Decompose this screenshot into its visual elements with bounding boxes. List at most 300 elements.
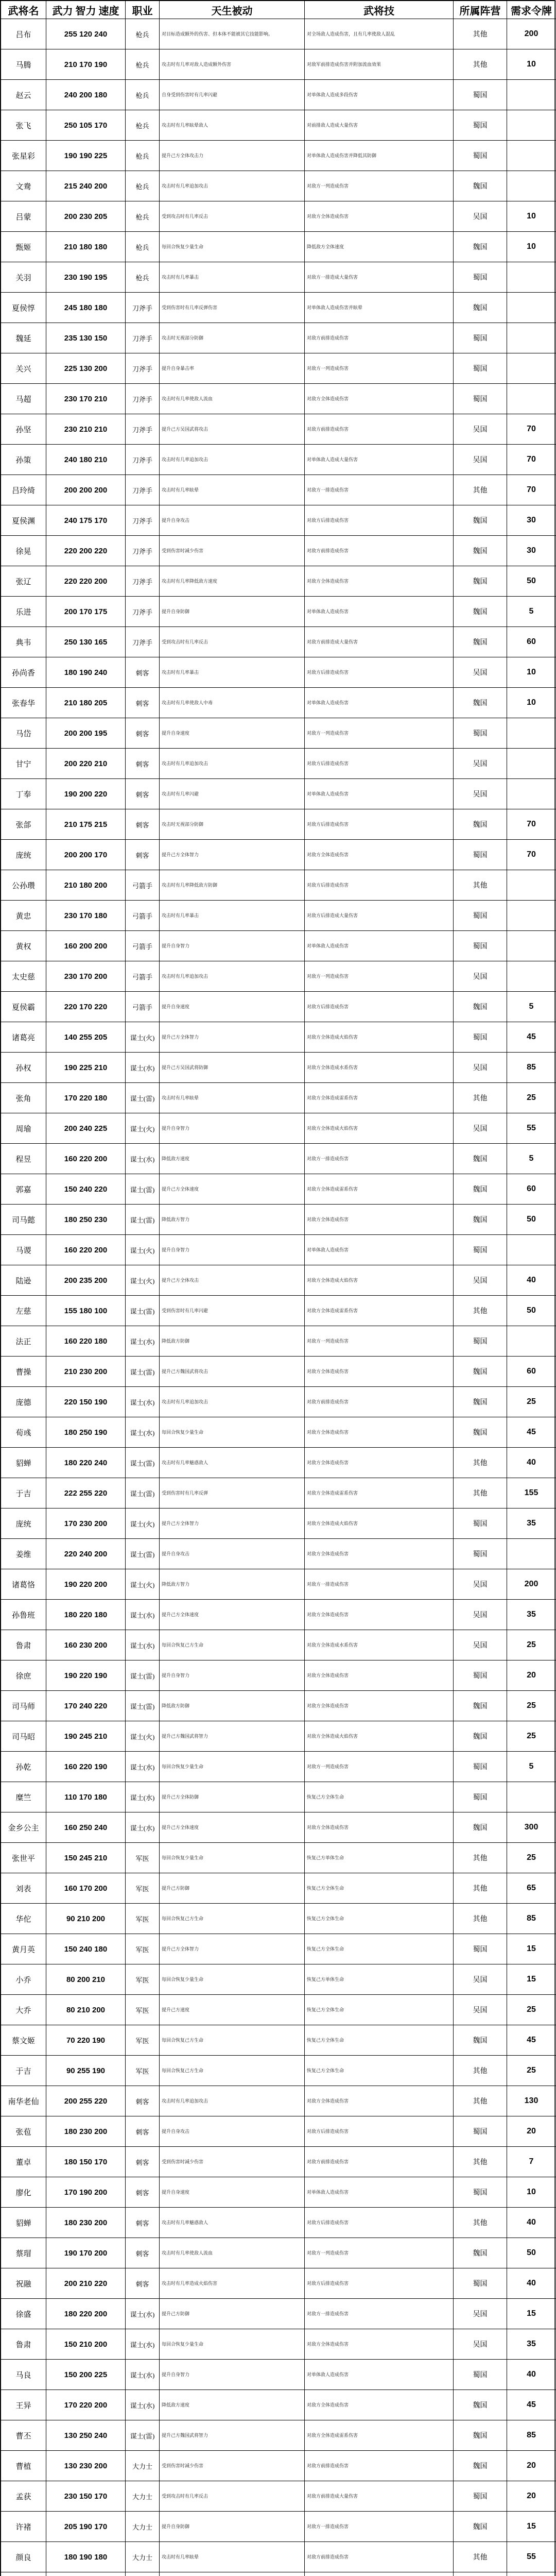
cell-job-text: 刺客 <box>135 2128 149 2136</box>
cell-cost-text: 45 <box>527 2400 536 2409</box>
cell-stats <box>46 1691 126 1721</box>
cell-job <box>126 475 160 505</box>
cell-stats-text: 180 190 240 <box>64 668 108 677</box>
cell-skill-text: 对单体敌人造成伤害并降低其防御 <box>307 153 377 158</box>
cell-stats <box>46 718 126 749</box>
cell-cost <box>507 505 556 536</box>
cell-stats-text: 210 180 200 <box>64 880 108 890</box>
table-row <box>1 1205 556 1235</box>
cell-name-text: 鲁肃 <box>15 2341 31 2349</box>
cell-skill <box>305 779 454 809</box>
cell-skill-text: 对敌方后排造成伤害 <box>307 761 349 766</box>
cell-skill-text: 对全场敌人造成伤害，且有几率使敌人混乱 <box>307 31 395 37</box>
cell-name <box>1 992 46 1022</box>
cell-stats-text: 70 220 190 <box>66 2036 106 2045</box>
cell-name <box>1 171 46 201</box>
cell-stats-text: 130 230 200 <box>64 2461 108 2470</box>
cell-passive-text: 提升自身攻击 <box>162 2129 190 2134</box>
cell-skill <box>305 2481 454 2512</box>
cell-passive-text: 攻击时有几率眩晕 <box>162 1095 199 1100</box>
cell-name-text: 曹植 <box>15 2462 31 2471</box>
cell-skill <box>305 1752 454 1782</box>
cell-passive <box>160 1174 305 1205</box>
cell-faction-text: 魏国 <box>473 2037 488 2045</box>
cell-name <box>1 2299 46 2329</box>
cell-name <box>1 141 46 171</box>
cell-skill <box>305 1721 454 1752</box>
cell-passive <box>160 2542 305 2572</box>
cell-name <box>1 1752 46 1782</box>
cell-faction-text: 其他 <box>473 31 488 39</box>
cell-skill-text: 对敌方前排造成大量伤害 <box>307 2494 358 2499</box>
table-row <box>1 2208 556 2238</box>
cell-name-text: 庞统 <box>15 1520 31 1529</box>
cell-cost <box>507 19 556 49</box>
cell-skill <box>305 1144 454 1174</box>
table-row <box>1 323 556 353</box>
cell-stats <box>46 2299 126 2329</box>
cell-skill-text: 对敌方全体造成火焰伤害 <box>307 1126 358 1131</box>
cell-name <box>1 2086 46 2116</box>
cell-stats <box>46 2360 126 2390</box>
cell-name <box>1 901 46 931</box>
cell-stats-text: 110 170 180 <box>64 1792 107 1802</box>
cell-stats <box>46 1812 126 1843</box>
cell-faction <box>454 141 507 171</box>
cell-name-text: 郭嘉 <box>15 1185 31 1194</box>
cell-faction-text: 魏国 <box>473 700 488 707</box>
cell-passive <box>160 2208 305 2238</box>
cell-passive <box>160 1995 305 2025</box>
cell-faction <box>454 2360 507 2390</box>
cell-job-text: 弓箭手 <box>132 912 152 920</box>
cell-passive-text: 提升己方魏国武将智力 <box>162 2433 208 2438</box>
cell-faction <box>454 718 507 749</box>
cell-name <box>1 1934 46 1964</box>
cell-name-text: 孙鲁班 <box>11 1611 35 1620</box>
cell-name <box>1 1964 46 1995</box>
cell-skill <box>305 1964 454 1995</box>
cell-skill <box>305 1265 454 1296</box>
cell-job <box>126 1539 160 1569</box>
cell-skill-text: 对单体敌人造成多段伤害 <box>307 92 358 97</box>
cell-cost <box>507 1113 556 1144</box>
table-row <box>1 1752 556 1782</box>
cell-job <box>126 2360 160 2390</box>
cell-faction <box>454 19 507 49</box>
cell-name <box>1 80 46 110</box>
cell-stats-text: 160 250 240 <box>64 1823 108 1832</box>
cell-stats-text: 90 210 200 <box>66 1914 106 1923</box>
cell-passive-text: 降低敌方速度 <box>162 2402 190 2408</box>
cell-faction <box>454 1691 507 1721</box>
cell-name <box>1 1235 46 1265</box>
cell-name-text: 大乔 <box>15 2006 31 2015</box>
cell-job <box>126 1843 160 1873</box>
cell-passive <box>160 1387 305 1417</box>
cell-cost <box>507 1721 556 1752</box>
cell-name <box>1 2056 46 2086</box>
cell-faction-text: 魏国 <box>473 1186 488 1194</box>
cell-name-text: 貂蝉 <box>15 2219 31 2228</box>
cell-name-text: 曹操 <box>15 1368 31 1377</box>
cell-job-text: 谋士(雷) <box>130 1489 155 1498</box>
cell-skill <box>305 1478 454 1509</box>
cell-job-text: 刀斧手 <box>132 486 152 495</box>
cell-job <box>126 2299 160 2329</box>
cell-stats-text: 250 130 165 <box>64 637 108 647</box>
cell-name-text: 庞德 <box>15 1398 31 1407</box>
cell-name <box>1 353 46 384</box>
cell-name <box>1 505 46 536</box>
cell-passive <box>160 2451 305 2481</box>
cell-passive <box>160 49 305 80</box>
cell-job-text: 枪兵 <box>135 213 149 221</box>
cell-skill-text: 对前排敌人造成大量伤害 <box>307 123 358 128</box>
table-row <box>1 992 556 1022</box>
cell-faction <box>454 536 507 566</box>
cell-name-text: 黄月英 <box>11 1945 35 1954</box>
cell-cost <box>507 2542 556 2572</box>
table-row <box>1 2329 556 2360</box>
cell-stats <box>46 2056 126 2086</box>
cell-cost <box>507 2116 556 2147</box>
cell-job <box>126 1721 160 1752</box>
cell-skill-text: 对敌军前排造成伤害并附加流血效果 <box>307 62 381 67</box>
cell-faction-text: 蜀国 <box>473 335 488 343</box>
cell-job <box>126 1660 160 1691</box>
cell-passive <box>160 171 305 201</box>
cell-job-text: 军医 <box>135 2006 149 2014</box>
cell-passive-text: 攻击时有几率眩晕 <box>162 487 199 493</box>
cell-name-text: 糜竺 <box>15 1793 31 1802</box>
cell-cost-text: 45 <box>527 2036 536 2044</box>
cell-name-text: 廖化 <box>15 2189 31 2197</box>
cell-faction <box>454 1660 507 1691</box>
cell-stats <box>46 353 126 384</box>
cell-cost <box>507 2512 556 2542</box>
cell-name <box>1 1812 46 1843</box>
cell-stats <box>46 232 126 262</box>
cell-passive <box>160 353 305 384</box>
table-row <box>1 597 556 627</box>
cell-job-text: 刀斧手 <box>132 395 152 403</box>
cell-job <box>126 1448 160 1478</box>
cell-job-text: 刀斧手 <box>132 578 152 586</box>
cell-cost-text: 25 <box>527 2066 536 2075</box>
cell-stats-text: 200 200 170 <box>64 850 108 859</box>
cell-cost-text: 35 <box>527 1519 536 1528</box>
cell-passive-text: 每回合恢复少量生命 <box>162 1430 204 1435</box>
cell-job <box>126 2268 160 2299</box>
cell-skill-text: 恢复己方单体生命 <box>307 1855 344 1860</box>
cell-passive-text: 攻击时无视部分防御 <box>162 335 204 341</box>
cell-job <box>126 718 160 749</box>
cell-skill <box>305 1691 454 1721</box>
cell-skill <box>305 1934 454 1964</box>
cell-skill-text: 对敌方前排造成伤害 <box>307 548 349 553</box>
cell-job-text: 刺客 <box>135 699 149 707</box>
cell-name <box>1 1083 46 1113</box>
cell-stats <box>46 110 126 141</box>
cell-passive-text: 受到攻击时有几率反击 <box>162 214 208 219</box>
cell-skill <box>305 1843 454 1873</box>
cell-cost <box>507 1509 556 1539</box>
cell-passive <box>160 293 305 323</box>
cell-cost-text: 70 <box>527 455 536 464</box>
cell-name-text: 司马懿 <box>11 1216 35 1225</box>
cell-passive-text: 攻击时有几率魅惑敌人 <box>162 2220 208 2225</box>
cell-name-text: 夏侯霸 <box>11 1003 35 1012</box>
cell-skill <box>305 505 454 536</box>
cell-job <box>126 840 160 870</box>
cell-passive-text: 提升自身智力 <box>162 2372 190 2377</box>
cell-passive <box>160 688 305 718</box>
cell-stats-text: 180 230 200 <box>64 2218 108 2227</box>
cell-stats-text: 210 230 200 <box>64 1367 108 1376</box>
header-faction: 所属阵营 <box>454 1 507 19</box>
cell-faction-text: 魏国 <box>473 2523 488 2531</box>
cell-cost <box>507 2299 556 2329</box>
table-row <box>1 80 556 110</box>
cell-name-text: 张春华 <box>11 699 35 708</box>
cell-cost <box>507 2025 556 2056</box>
cell-cost <box>507 1660 556 1691</box>
cell-cost-text: 85 <box>527 2431 536 2439</box>
cell-cost <box>507 293 556 323</box>
cell-cost-text: 70 <box>527 820 536 828</box>
cell-faction <box>454 931 507 961</box>
cell-name <box>1 2390 46 2420</box>
cell-name <box>1 1600 46 1630</box>
cell-skill <box>305 353 454 384</box>
cell-faction-text: 蜀国 <box>473 943 488 951</box>
table-row <box>1 1357 556 1387</box>
cell-cost <box>507 2238 556 2268</box>
cell-skill <box>305 2116 454 2147</box>
cell-stats-text: 170 240 220 <box>64 1701 108 1710</box>
cell-passive <box>160 1843 305 1873</box>
cell-job <box>126 1022 160 1053</box>
cell-skill-text: 对敌方全体造成雷系伤害 <box>307 1308 358 1313</box>
cell-faction <box>454 1904 507 1934</box>
cell-passive <box>160 323 305 353</box>
cell-cost <box>507 1843 556 1873</box>
cell-job-text: 刺客 <box>135 2249 149 2258</box>
cell-passive <box>160 1144 305 1174</box>
cell-name-text: 夏侯惇 <box>11 304 35 313</box>
cell-job <box>126 1995 160 2025</box>
cell-passive-text: 降低敌方防御 <box>162 1338 190 1344</box>
cell-skill <box>305 2268 454 2299</box>
cell-stats <box>46 809 126 840</box>
table-row <box>1 1782 556 1812</box>
cell-job <box>126 2329 160 2360</box>
cell-faction-text: 蜀国 <box>473 1946 488 1954</box>
cell-cost <box>507 1904 556 1934</box>
cell-cost-text: 40 <box>527 2218 536 2227</box>
cell-faction <box>454 2086 507 2116</box>
cell-skill <box>305 2329 454 2360</box>
cell-skill <box>305 323 454 353</box>
cell-skill <box>305 232 454 262</box>
cell-passive <box>160 1539 305 1569</box>
cell-faction-text: 魏国 <box>473 183 488 191</box>
cell-name <box>1 2420 46 2451</box>
cell-cost <box>507 718 556 749</box>
cell-faction <box>454 2238 507 2268</box>
cell-faction <box>454 2056 507 2086</box>
cell-stats <box>46 2542 126 2572</box>
cell-job <box>126 1630 160 1660</box>
cell-name <box>1 809 46 840</box>
cell-name-text: 孙策 <box>15 456 31 465</box>
cell-stats-text: 140 255 205 <box>64 1032 108 1042</box>
cell-stats <box>46 901 126 931</box>
cell-faction-text: 其他 <box>473 2067 488 2075</box>
table-row <box>1 688 556 718</box>
cell-stats <box>46 445 126 475</box>
cell-skill-text: 对敌方全体造成伤害 <box>307 214 349 219</box>
cell-cost-text: 45 <box>527 1428 536 1436</box>
cell-stats-text: 230 170 200 <box>64 972 108 981</box>
cell-skill <box>305 597 454 627</box>
cell-passive <box>160 1357 305 1387</box>
cell-job-text: 谋士(雷) <box>130 1459 155 1467</box>
cell-stats-text: 230 170 180 <box>64 911 108 920</box>
cell-skill <box>305 1113 454 1144</box>
cell-job-text: 大力士 <box>132 2523 152 2531</box>
cell-faction-text: 吴国 <box>473 760 488 768</box>
cell-passive-text: 提升自身防御 <box>162 2524 190 2529</box>
cell-faction <box>454 1174 507 1205</box>
cell-cost <box>507 2329 556 2360</box>
cell-skill <box>305 749 454 779</box>
cell-skill-text: 对敌方前排造成伤害 <box>307 2159 349 2164</box>
cell-faction-text: 魏国 <box>473 2463 488 2470</box>
table-row <box>1 2512 556 2542</box>
cell-cost <box>507 2360 556 2390</box>
cell-cost <box>507 657 556 688</box>
cell-cost-text: 55 <box>527 1124 536 1132</box>
cell-job-text: 大力士 <box>132 2553 152 2562</box>
cell-job <box>126 2147 160 2177</box>
cell-cost <box>507 992 556 1022</box>
cell-name <box>1 566 46 597</box>
cell-passive-text: 攻击时有几率魅惑敌人 <box>162 1460 208 1465</box>
cell-stats <box>46 1478 126 1509</box>
cell-skill <box>305 49 454 80</box>
cell-passive <box>160 475 305 505</box>
cell-job-text: 谋士(火) <box>130 1733 155 1741</box>
cell-skill-text: 对敌方全体造成伤害 <box>307 1825 349 1830</box>
cell-skill-text: 恢复己方全体生命 <box>307 1886 344 1891</box>
cell-job-text: 刺客 <box>135 2097 149 2106</box>
cell-faction <box>454 1235 507 1265</box>
cell-faction <box>454 2512 507 2542</box>
cell-faction-text: 其他 <box>473 1490 488 1498</box>
table-row <box>1 1569 556 1600</box>
cell-stats-text: 190 225 210 <box>64 1063 108 1072</box>
cell-skill-text: 对敌方全体造成火焰伤害 <box>307 1035 358 1040</box>
cell-passive <box>160 1235 305 1265</box>
cell-passive-text: 提升己方全体智力 <box>162 1521 199 1526</box>
cell-passive-text: 提升自身智力 <box>162 1247 190 1252</box>
cell-cost <box>507 262 556 293</box>
cell-skill <box>305 1448 454 1478</box>
cell-faction <box>454 505 507 536</box>
cell-job-text: 谋士(水) <box>130 1398 155 1406</box>
cell-faction-text: 其他 <box>473 2554 488 2562</box>
cell-stats <box>46 870 126 901</box>
cell-job <box>126 262 160 293</box>
cell-name-text: 于吉 <box>15 1489 31 1498</box>
cell-job-text: 谋士(水) <box>130 2310 155 2318</box>
table-body <box>1 19 556 2576</box>
cell-faction <box>454 201 507 232</box>
cell-skill-text: 对单体敌人造成伤害 <box>307 609 349 614</box>
table-row <box>1 293 556 323</box>
cell-stats <box>46 992 126 1022</box>
cell-job <box>126 809 160 840</box>
cell-stats-text: 130 250 240 <box>64 2431 108 2440</box>
cell-faction-text: 蜀国 <box>473 1672 488 1680</box>
cell-passive <box>160 992 305 1022</box>
cell-name-text: 张飞 <box>15 122 31 130</box>
cell-stats <box>46 2238 126 2268</box>
cell-passive <box>160 2329 305 2360</box>
cell-passive-text: 提升己方全体智力 <box>162 1035 199 1040</box>
cell-job-text: 谋士(雷) <box>130 1185 155 1194</box>
table-row <box>1 627 556 657</box>
cell-faction-text: 魏国 <box>473 244 488 251</box>
cell-skill-text: 恢复己方全体生命 <box>307 2068 344 2073</box>
table-row <box>1 1904 556 1934</box>
cell-job <box>126 1235 160 1265</box>
cell-passive <box>160 2116 305 2147</box>
table-row <box>1 262 556 293</box>
cell-skill <box>305 414 454 445</box>
table-row <box>1 2056 556 2086</box>
cell-passive <box>160 1205 305 1235</box>
cell-job-text: 刺客 <box>135 2189 149 2197</box>
cell-skill-text: 对单体敌人造成伤害 <box>307 791 349 796</box>
cell-passive-text: 提升己方全体速度 <box>162 1825 199 1830</box>
cell-stats-text: 225 130 200 <box>64 364 108 373</box>
cell-faction <box>454 1022 507 1053</box>
cell-skill-text: 对敌方后排造成伤害 <box>307 883 349 888</box>
cell-name <box>1 2542 46 2572</box>
cell-skill <box>305 1539 454 1569</box>
cell-passive-text: 每回合恢复少量生命 <box>162 1764 204 1769</box>
cell-job <box>126 414 160 445</box>
table-row <box>1 2086 556 2116</box>
cell-faction-text: 魏国 <box>473 578 488 586</box>
cell-cost <box>507 1448 556 1478</box>
cell-cost-text: 10 <box>527 698 536 707</box>
cell-passive <box>160 2481 305 2512</box>
cell-name <box>1 323 46 353</box>
cell-cost <box>507 1934 556 1964</box>
cell-passive <box>160 1569 305 1600</box>
cell-faction-text: 蜀国 <box>473 122 488 130</box>
cell-cost <box>507 1630 556 1660</box>
cell-skill-text: 对敌方一排造成大量伤害 <box>307 275 358 280</box>
cell-name <box>1 1691 46 1721</box>
cell-name <box>1 262 46 293</box>
cell-faction-text: 魏国 <box>473 548 488 555</box>
cell-skill <box>305 1296 454 1326</box>
